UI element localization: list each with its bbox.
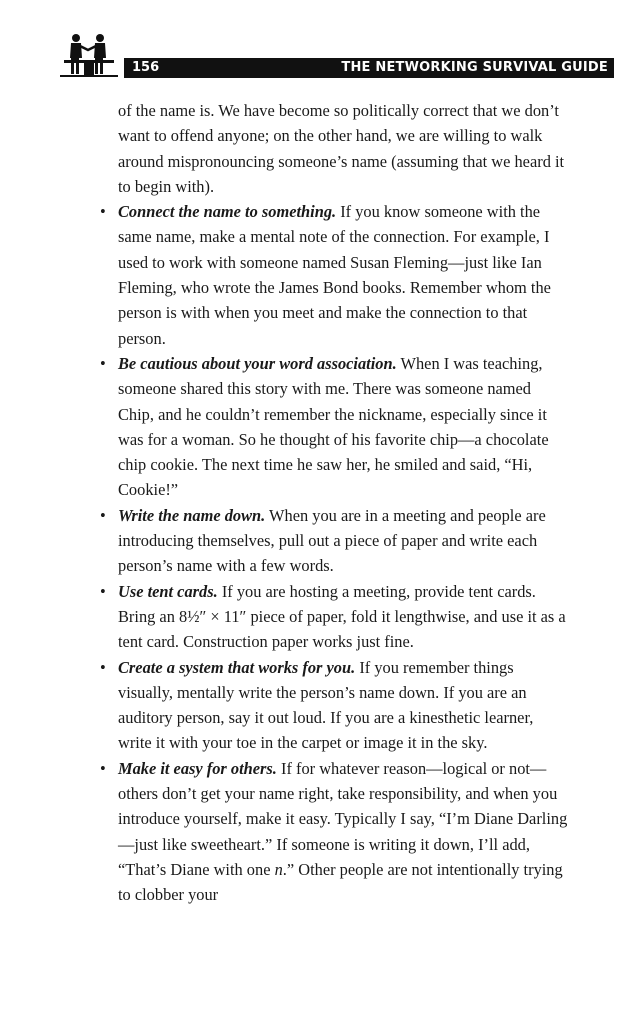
bullet-lead: Make it easy for others.: [118, 758, 277, 778]
bullet-item: [100, 655, 570, 756]
two-people-shaking-hands-icon: [60, 30, 118, 78]
page-body: [100, 98, 570, 908]
bullet-marker: •: [100, 505, 106, 525]
bullet-text: When I was teaching, someone shared this story with me. There was someone named Chip, and he couldn’t remember the nickname, especially since it was for a woman. So he thought of his favorite chip—a chocolate chip cookie. The next time he saw her, he smiled and said, “Hi, Cookie!”: [118, 353, 549, 500]
bullet-text: If you are hosting a meeting, provide tent cards. Bring an 8½″ × 11″ piece of paper, fold it lengthwise, and use it as a tent card. Construction paper works just fine.: [118, 581, 566, 652]
bullet-marker: •: [100, 202, 106, 222]
intro-paragraph: of the name is. We have become so politically correct that we don’t want to offend anyone; on the other hand, we are willing to walk around mispronouncing someone’s name (assuming that we heard it to begin with).: [118, 101, 565, 196]
bullet-text: If you remember things visually, mentally write the person’s name down. If you are an auditory person, say it out loud. If you are a kinesthetic learner, write it with your toe in the carpet or image it in the sky.: [118, 657, 534, 753]
bullet-lead: Write the name down.: [118, 505, 266, 525]
bullet-lead: Create a system that works for you.: [118, 657, 356, 677]
bullet-item: [100, 579, 570, 655]
bullet-text: .” Other people are not intentionally trying to clobber your: [118, 859, 563, 905]
page-number: 156: [132, 60, 160, 75]
bullet-item: [100, 351, 570, 503]
bullet-item: [100, 756, 570, 908]
bullet-marker: •: [100, 657, 106, 677]
bullet-text: If you know someone with the same name, make a mental note of the connection. For example, I used to work with someone named Susan Fleming—just like Ian Fleming, who wrote the James Bond books. Remember whom the person is with when you meet and make the connection to that person.: [118, 202, 551, 348]
bullet-marker: •: [100, 353, 106, 373]
page-header: [60, 30, 608, 80]
bullet-lead: Be cautious about your word association.: [118, 353, 397, 373]
bullet-item: [100, 503, 570, 579]
bullet-marker: •: [100, 581, 106, 601]
bullet-marker: •: [100, 758, 106, 778]
bullet-lead: Connect the name to something.: [118, 202, 337, 222]
bullet-lead: Use tent cards.: [118, 581, 218, 601]
header-bar: [124, 58, 614, 78]
running-title: THE NETWORKING SURVIVAL GUIDE: [341, 60, 608, 75]
bullet-text-italic: n: [274, 859, 283, 879]
bullet-item: [100, 199, 570, 351]
bullet-text: When you are in a meeting and people are introducing themselves, pull out a piece of paper and write each person’s name with a few words.: [118, 505, 546, 576]
bullet-text: If for whatever reason—logical or not—others don’t get your name right, take responsibility, and when you introduce yourself, make it easy. Typically I say, “I’m Diane Darling—just like sweetheart.” If someone is writing it down, I’ll add, “That’s Diane with one: [118, 758, 568, 879]
